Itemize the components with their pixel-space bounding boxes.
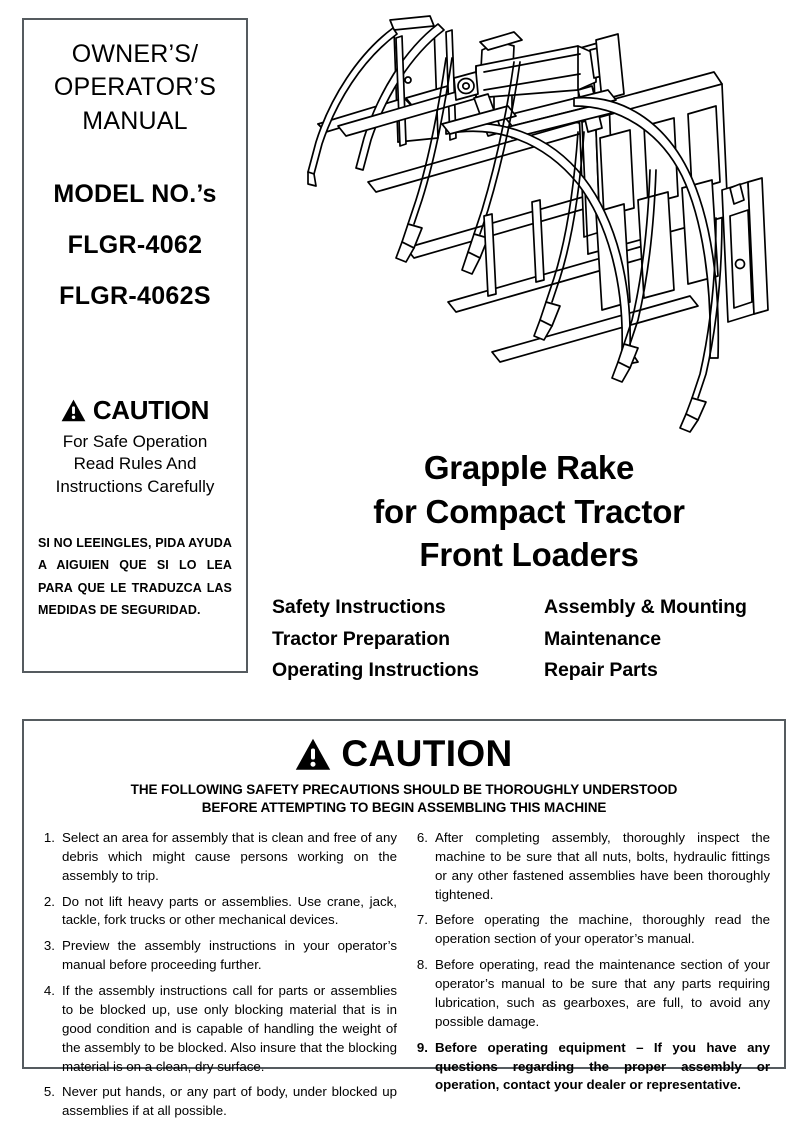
safety-precautions-column-left (38, 829, 397, 1128)
caution-panel-subheading (24, 781, 784, 817)
manual-title-line-1: OWNER’S/ (71, 40, 199, 68)
model-number-2: FLGR-4062S (59, 281, 211, 310)
safety-item-number: 3. (43, 938, 55, 954)
safety-precautions-column-right (411, 829, 770, 1128)
product-title-line-2: for Compact Tractor (373, 492, 685, 530)
contents-item-safety-instructions: Safety Instructions (272, 596, 446, 618)
product-title-line-1: Grapple Rake (423, 449, 635, 486)
safety-item (411, 829, 770, 905)
safety-item-text: Before operating, read the maintenance section of your operator’s manual to be sure that any parts requiring lubrication, such as gearboxes, are full, to avoid any possible damage. (435, 957, 770, 1029)
safety-item (38, 893, 397, 931)
caution-notice-line-3: Instructions Carefully (55, 476, 215, 496)
safety-item-number: 7. (416, 912, 428, 928)
model-heading: MODEL NO.’s (53, 179, 217, 208)
safety-item-text: Before operating equipment – If you have any questions regarding the proper assembly or operation, contact your dealer or representative. (435, 1039, 770, 1093)
caution-notice-line-1: For Safe Operation (62, 431, 208, 451)
caution-panel-header (24, 733, 784, 817)
safety-item-number: 2. (43, 893, 55, 909)
spanish-safety-notice: SI NO LEEINGLES, PIDA AYUDA A AIGUIEN QUE SI LO LEA PARA QUE LE TRADUZCA LAS MEDIDAS DE SEGURIDAD. (38, 536, 232, 617)
caution-panel-subheading-line-1: THE FOLLOWING SAFETY PRECAUTIONS SHOULD BE THOROUGHLY UNDERSTOOD (130, 782, 678, 797)
safety-item-text: If the assembly instructions call for parts or assemblies to be blocked up, use only blocking material that is in good condition and is capable of handling the weight of the assembly to be blocked. Also insure that the blocking material is on a clean, dry surface. (62, 983, 397, 1074)
caution-panel-word: CAUTION (341, 733, 513, 774)
safety-item-text: Never put hands, or any part of body, under blocked up assemblies if at all possible. (62, 1084, 397, 1119)
contents-column-right (544, 592, 792, 687)
safety-item (38, 937, 397, 975)
caution-notice-heading (24, 395, 246, 426)
caution-notice-small (24, 395, 246, 498)
safety-item-text: Preview the assembly instructions in your operator’s manual before proceeding further. (62, 938, 397, 973)
caution-notice-line-2: Read Rules And (73, 454, 197, 474)
safety-item (38, 829, 397, 886)
warning-triangle-icon (295, 738, 331, 771)
safety-item-number: 6. (416, 829, 428, 845)
safety-item-number: 1. (43, 829, 55, 845)
safety-item-number: 8. (416, 957, 428, 973)
contents-column-left (272, 592, 544, 687)
contents-item-tractor-preparation: Tractor Preparation (272, 627, 450, 650)
caution-word: CAUTION (92, 394, 210, 425)
safety-item-number: 4. (43, 983, 55, 999)
safety-item-text: Select an area for assembly that is clean and free of any debris which might cause persons working on the assembly to trip. (62, 829, 397, 883)
safety-item (38, 1083, 397, 1121)
manual-title-line-3: MANUAL (82, 106, 188, 135)
safety-item-text: Before operating the machine, thoroughly read the operation section of your operator’s manual. (435, 912, 770, 947)
model-block (24, 180, 246, 311)
product-title-line-3: Front Loaders (419, 536, 639, 574)
product-title (262, 446, 796, 577)
contents-list (272, 592, 792, 687)
manual-title (24, 38, 246, 138)
caution-panel-subheading-line-2: BEFORE ATTEMPTING TO BEGIN ASSEMBLING THIS MACHINE (201, 799, 607, 815)
contents-item-operating-instructions: Operating Instructions (272, 659, 479, 682)
contents-item-assembly-mounting: Assembly & Mounting (544, 596, 747, 618)
contents-item-maintenance: Maintenance (544, 627, 662, 650)
safety-item-text: After completing assembly, thoroughly inspect the machine to be sure that all nuts, bolts, hydraulic fittings or any other fastened assemblies have been thoroughly tightened. (435, 829, 770, 902)
identification-box (22, 18, 248, 673)
safety-item (411, 911, 770, 949)
caution-panel (22, 719, 786, 1119)
contents-item-repair-parts: Repair Parts (544, 659, 658, 682)
manual-title-line-2: OPERATOR’S (53, 73, 217, 102)
safety-item-text: Do not lift heavy parts or assemblies. Use crane, jack, tackle, fork trucks or other mechanical devices. (62, 893, 397, 928)
model-number-1: FLGR-4062 (67, 230, 203, 259)
safety-item-number: 9. (416, 1039, 428, 1055)
safety-item (38, 982, 397, 1076)
caution-panel-title-row (24, 733, 784, 775)
safety-precautions-columns (38, 829, 770, 1128)
grapple-rake-illustration (278, 2, 806, 434)
safety-item-number: 5. (43, 1084, 55, 1100)
warning-triangle-icon (61, 399, 86, 422)
safety-item (411, 956, 770, 1032)
safety-item (411, 1039, 770, 1096)
caution-notice-lines (24, 431, 246, 498)
